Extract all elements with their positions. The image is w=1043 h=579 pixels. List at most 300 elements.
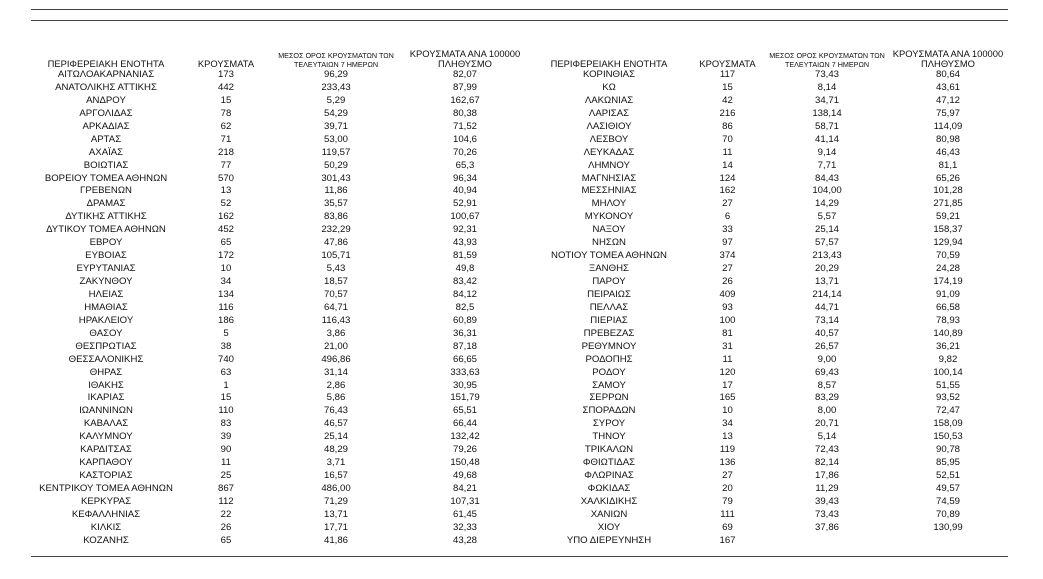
cell-cases: 134 [217, 288, 234, 300]
table-row [31, 470, 529, 483]
cell-per100k: 9,82 [938, 353, 958, 365]
table-row [529, 380, 1008, 393]
table-row [31, 367, 529, 380]
table-row [31, 289, 529, 302]
cell-cases: 86 [722, 120, 733, 132]
cell-cases: 17 [722, 379, 733, 391]
cell-region: ΠΕΙΡΑΙΩΣ [587, 288, 631, 300]
cell-avg7: 3,71 [326, 457, 346, 469]
cell-avg7: 20,71 [814, 418, 839, 430]
cell-per100k: 82,07 [452, 69, 477, 81]
cell-avg7: 13,71 [814, 276, 839, 288]
cell-cases: 34 [220, 276, 232, 288]
cell-cases: 26 [220, 521, 232, 533]
cell-cases: 22 [220, 508, 232, 520]
cell-region: ΠΕΛΛΑΣ [589, 301, 629, 313]
cell-region: ΝΑΞΟΥ [592, 224, 626, 236]
cell-avg7: 104,00 [812, 185, 842, 197]
cell-cases: 27 [722, 198, 733, 210]
cell-region: ΦΘΙΩΤΙΔΑΣ [582, 457, 636, 469]
table-row [31, 444, 529, 457]
cell-region: ΘΕΣΣΑΛΟΝΙΚΗΣ [68, 353, 144, 365]
cell-avg7: 301,43 [321, 172, 351, 184]
cell-region: ΝΗΣΩΝ [592, 237, 626, 249]
table-row [529, 69, 1008, 82]
cell-region: ΛΕΥΚΑΔΑΣ [583, 146, 635, 158]
cell-avg7 [766, 535, 888, 548]
cell-cases: 81 [722, 327, 733, 339]
cell-region: ΣΑΜΟΥ [592, 379, 626, 391]
cell-per100k: 82,5 [455, 301, 475, 313]
table-row [31, 147, 529, 160]
header-region: ΠΕΡΙΦΕΡΕΙΑΚΗ ΕΝΟΤΗΤΑ [550, 58, 668, 69]
header-region: ΠΕΡΙΦΕΡΕΙΑΚΗ ΕΝΟΤΗΤΑ [47, 58, 165, 69]
table-row [529, 470, 1008, 483]
cell-cases: 38 [220, 340, 232, 352]
cell-cases: 374 [719, 250, 736, 262]
cell-region: ΚΑΣΤΟΡΙΑΣ [79, 470, 133, 482]
cell-region: ΗΜΑΘΙΑΣ [84, 301, 128, 313]
cell-per100k: 174,19 [933, 276, 963, 288]
cell-region: ΞΑΝΘΗΣ [589, 263, 629, 275]
cell-cases: 10 [722, 405, 733, 417]
cell-per100k: 75,97 [935, 107, 960, 119]
left-header-row [31, 42, 529, 69]
cell-per100k: 96,34 [452, 172, 477, 184]
table-row [31, 185, 529, 198]
cell-avg7: 31,14 [323, 366, 348, 378]
cell-region: ΑΝΔΡΟΥ [86, 94, 126, 106]
cell-per100k: 43,93 [452, 237, 477, 249]
table-row [529, 147, 1008, 160]
cell-avg7: 11,86 [324, 185, 348, 197]
cell-avg7: 72,43 [814, 444, 839, 456]
cell-cases: 63 [220, 366, 232, 378]
cell-region: ΚΩ [602, 81, 616, 93]
table-row [31, 121, 529, 134]
table-row [31, 276, 529, 289]
cell-region: ΑΡΤΑΣ [90, 133, 122, 145]
cell-per100k: 65,26 [935, 172, 960, 184]
cell-per100k: 74,59 [935, 495, 960, 507]
cell-avg7: 40,57 [814, 327, 839, 339]
cell-cases: 111 [720, 508, 735, 520]
cell-per100k: 87,99 [452, 81, 477, 93]
cell-avg7: 48,29 [323, 444, 348, 456]
cell-cases: 112 [218, 495, 234, 507]
table-row [529, 496, 1008, 509]
cell-avg7: 25,14 [814, 224, 839, 236]
right-header-row [529, 42, 1008, 69]
table-row [529, 160, 1008, 173]
cell-region: ΚΑΡΠΑΘΟΥ [79, 457, 133, 469]
cell-region: ΘΗΡΑΣ [89, 366, 123, 378]
cell-avg7: 70,57 [323, 288, 348, 300]
cell-per100k [888, 535, 1008, 548]
table-row [31, 237, 529, 250]
cell-per100k: 52,51 [935, 470, 960, 482]
cell-avg7: 50,29 [323, 159, 348, 171]
cell-per100k: 150,48 [450, 457, 480, 469]
cell-avg7: 8,00 [817, 405, 837, 417]
header-cases: ΚΡΟΥΣΜΑΤΑ [197, 58, 255, 69]
cell-region: ΜΗΛΟΥ [591, 198, 627, 210]
cell-per100k: 100,14 [933, 366, 963, 378]
cell-per100k: 36,21 [935, 340, 960, 352]
cell-avg7: 5,57 [817, 211, 837, 223]
cell-region: ΛΗΜΝΟΥ [588, 159, 630, 171]
top-rule-second [31, 20, 1008, 21]
cell-avg7: 41,86 [323, 534, 348, 546]
cell-cases: 136 [719, 457, 736, 469]
table-row [529, 522, 1008, 535]
cell-avg7: 5,43 [326, 263, 346, 275]
table-row [529, 250, 1008, 263]
cell-cases: 15 [220, 392, 232, 404]
table-row [31, 457, 529, 470]
cell-per100k: 130,99 [933, 521, 963, 533]
cell-avg7: 105,71 [321, 250, 351, 262]
cell-cases: 70 [722, 133, 733, 145]
cell-per100k: 49,68 [452, 470, 477, 482]
table-row [529, 444, 1008, 457]
cell-avg7: 11,29 [815, 483, 839, 495]
table-row [31, 224, 529, 237]
cell-avg7: 14,29 [814, 198, 839, 210]
cell-region: ΡΕΘΥΜΝΟΥ [581, 340, 637, 352]
table-row [529, 263, 1008, 276]
cell-per100k: 51,55 [935, 379, 960, 391]
cell-region: ΜΥΚΟΝΟΥ [584, 211, 634, 223]
cell-per100k: 47,12 [935, 94, 960, 106]
cell-cases: 172 [217, 250, 234, 262]
cell-per100k: 30,95 [452, 379, 477, 391]
cell-avg7: 2,86 [326, 379, 346, 391]
cell-avg7: 7,71 [817, 159, 837, 171]
cell-per100k: 65,3 [455, 159, 475, 171]
cell-per100k: 78,93 [935, 314, 960, 326]
header-avg7: ΜΕΣΟΣ ΟΡΟΣ ΚΡΟΥΣΜΑΤΩΝ ΤΩΝ ΤΕΛΕΥΤΑΙΩΝ 7 ΗΜΕΡΩΝ [278, 51, 394, 69]
cell-avg7: 21,00 [323, 340, 348, 352]
cell-cases: 570 [217, 172, 234, 184]
cell-per100k: 70,26 [452, 146, 477, 158]
cell-cases: 116 [218, 301, 234, 313]
cell-cases: 27 [722, 470, 733, 482]
cell-avg7: 44,71 [814, 301, 839, 313]
cell-avg7: 96,29 [323, 69, 348, 81]
table-row [529, 82, 1008, 95]
cell-cases: 110 [218, 405, 234, 417]
cell-region: ΙΘΑΚΗΣ [88, 379, 124, 391]
cell-avg7: 71,29 [323, 495, 348, 507]
cell-per100k: 162,67 [450, 94, 480, 106]
cell-per100k: 151,79 [450, 392, 480, 404]
cell-per100k: 104,6 [452, 133, 477, 145]
cell-avg7: 39,43 [814, 495, 839, 507]
cell-cases: 186 [217, 314, 234, 326]
cell-cases: 27 [722, 263, 733, 275]
cell-per100k: 43,61 [935, 81, 960, 93]
header-cases: ΚΡΟΥΣΜΑΤΑ [699, 58, 756, 69]
cell-region: ΤΗΝΟΥ [592, 431, 626, 443]
cell-avg7: 84,43 [814, 172, 839, 184]
cell-cases: 93 [722, 301, 733, 313]
table-row [31, 535, 529, 548]
cell-cases: 34 [722, 418, 733, 430]
cell-region: ΠΡΕΒΕΖΑΣ [583, 327, 635, 339]
table-row [31, 82, 529, 95]
table-row [31, 522, 529, 535]
cell-region: ΕΥΒΟΙΑΣ [85, 250, 127, 262]
cell-region: ΦΩΚΙΔΑΣ [587, 483, 631, 495]
table-row [31, 315, 529, 328]
cell-per100k: 46,43 [935, 146, 960, 158]
cell-cases: 14 [722, 159, 733, 171]
cell-region: ΚΕΡΚΥΡΑΣ [80, 495, 131, 507]
table-row [529, 457, 1008, 470]
cell-cases: 11 [221, 457, 231, 469]
cell-region: ΑΝΑΤΟΛΙΚΗΣ ΑΤΤΙΚΗΣ [55, 81, 157, 93]
table-row [31, 328, 529, 341]
cell-cases: 42 [722, 94, 733, 106]
cell-avg7: 9,14 [817, 146, 837, 158]
table-row [31, 483, 529, 496]
table-row [529, 185, 1008, 198]
cell-region: ΚΑΛΥΜΝΟΥ [79, 431, 133, 443]
cell-avg7: 8,57 [817, 379, 837, 391]
cell-cases: 79 [722, 495, 733, 507]
cell-cases: 71 [220, 133, 232, 145]
cell-per100k: 158,09 [933, 418, 963, 430]
cell-per100k: 32,33 [452, 521, 477, 533]
cell-avg7: 232,29 [321, 224, 351, 236]
cell-region: ΣΕΡΡΩΝ [589, 392, 629, 404]
table-row [31, 405, 529, 418]
cell-avg7: 35,57 [323, 198, 348, 210]
cell-per100k: 70,59 [935, 250, 960, 262]
cell-avg7: 69,43 [814, 366, 839, 378]
cell-per100k: 66,65 [452, 353, 477, 365]
cell-avg7: 34,71 [814, 94, 839, 106]
table-row [31, 302, 529, 315]
cell-cases: 120 [719, 366, 736, 378]
table-row [529, 198, 1008, 211]
cell-avg7: 16,57 [323, 470, 348, 482]
table-row [529, 535, 1008, 548]
cell-avg7: 82,14 [814, 457, 839, 469]
cell-per100k: 79,26 [452, 444, 477, 456]
cell-cases: 867 [217, 483, 234, 495]
table-row [529, 211, 1008, 224]
cell-cases: 78 [220, 107, 232, 119]
cell-cases: 69 [722, 521, 733, 533]
cell-cases: 90 [220, 444, 232, 456]
cell-cases: 26 [722, 276, 733, 288]
cell-per100k: 92,31 [452, 224, 477, 236]
table-row [529, 237, 1008, 250]
cell-cases: 216 [719, 107, 736, 119]
cell-region: ΑΧΑΪΑΣ [88, 146, 124, 158]
cell-cases: 173 [217, 69, 234, 81]
cell-per100k: 91,09 [935, 288, 960, 300]
cell-avg7: 138,14 [812, 107, 842, 119]
cell-region: ΒΟΡΕΙΟΥ ΤΟΜΕΑ ΑΘΗΝΩΝ [44, 172, 168, 184]
cell-per100k: 59,21 [935, 211, 960, 223]
cell-per100k: 81,1 [938, 159, 958, 171]
cell-per100k: 87,18 [452, 340, 477, 352]
cell-region: ΛΑΣΙΘΙΟΥ [586, 120, 632, 132]
cell-per100k: 101,28 [933, 185, 963, 197]
cell-cases: 20 [722, 483, 733, 495]
table-row [529, 509, 1008, 522]
cell-avg7: 54,29 [323, 107, 348, 119]
cell-per100k: 83,42 [452, 276, 477, 288]
table-row [31, 211, 529, 224]
cell-per100k: 84,12 [452, 288, 477, 300]
cell-avg7: 26,57 [814, 340, 839, 352]
cell-cases: 6 [724, 211, 731, 223]
cell-per100k: 158,37 [933, 224, 963, 236]
cell-avg7: 73,43 [814, 69, 839, 81]
cell-region: ΚΑΡΔΙΤΣΑΣ [80, 444, 132, 456]
cell-avg7: 20,29 [814, 263, 839, 275]
cell-region: ΥΠΟ ΔΙΕΡΕΥΝΗΣΗ [566, 534, 652, 546]
cell-cases: 25 [220, 470, 232, 482]
cell-region: ΡΟΔΟΠΗΣ [585, 353, 633, 365]
cell-avg7: 58,71 [814, 120, 839, 132]
cell-cases: 165 [719, 392, 736, 404]
cell-cases: 218 [217, 146, 234, 158]
cell-avg7: 46,57 [323, 418, 348, 430]
cell-region: ΔΡΑΜΑΣ [86, 198, 126, 210]
cell-cases: 11 [722, 146, 733, 158]
cell-region: ΑΡΚΑΔΙΑΣ [82, 120, 130, 132]
header-per100k: ΚΡΟΥΣΜΑΤΑ ΑΝΑ 100000 ΠΛΗΘΥΣΜΟ [892, 48, 1004, 69]
cell-region: ΑΡΓΟΛΙΔΑΣ [79, 107, 133, 119]
table-row [529, 276, 1008, 289]
cell-per100k: 114,09 [933, 120, 963, 132]
cell-cases: 1 [223, 379, 229, 391]
cell-region: ΧΙΟΥ [597, 521, 621, 533]
cell-cases: 119 [719, 444, 736, 456]
cell-avg7: 39,71 [323, 120, 348, 132]
cell-region: ΛΑΡΙΣΑΣ [588, 107, 630, 119]
cell-region: ΛΑΚΩΝΙΑΣ [584, 94, 634, 106]
cell-avg7: 213,43 [812, 250, 842, 262]
cell-cases: 39 [220, 431, 232, 443]
cell-per100k: 132,42 [450, 431, 480, 443]
table-row [31, 134, 529, 147]
cell-per100k: 49,8 [455, 263, 475, 275]
table-row [529, 405, 1008, 418]
cell-per100k: 129,94 [933, 237, 963, 249]
cell-per100k: 40,94 [452, 185, 477, 197]
table-row [529, 302, 1008, 315]
cell-per100k: 66,44 [452, 418, 477, 430]
table-row [31, 431, 529, 444]
cases-tables [31, 42, 1008, 548]
table-row [31, 418, 529, 431]
table-row [529, 289, 1008, 302]
table-row [529, 224, 1008, 237]
cell-region: ΖΑΚΥΝΘΟΥ [79, 276, 133, 288]
cell-region: ΚΟΡΙΝΘΙΑΣ [582, 69, 636, 81]
cell-cases: 33 [722, 224, 733, 236]
cell-region: ΠΙΕΡΙΑΣ [590, 314, 628, 326]
cell-cases: 31 [722, 340, 733, 352]
cell-avg7: 64,71 [323, 301, 348, 313]
cell-per100k: 66,58 [935, 301, 960, 313]
cell-region: ΘΑΣΟΥ [89, 327, 123, 339]
cell-avg7: 83,29 [814, 392, 839, 404]
cell-avg7: 119,57 [321, 146, 351, 158]
cell-cases: 117 [719, 69, 736, 81]
cell-avg7: 25,14 [323, 431, 348, 443]
table-row [529, 341, 1008, 354]
top-rule [31, 9, 1008, 10]
cell-cases: 15 [220, 94, 232, 106]
cell-per100k: 60,89 [452, 314, 477, 326]
cell-cases: 409 [719, 288, 736, 300]
cell-per100k: 80,64 [935, 69, 960, 81]
table-row [529, 418, 1008, 431]
cell-per100k: 71,52 [452, 120, 477, 132]
left-table-body [31, 69, 529, 548]
cell-avg7: 8,14 [817, 81, 837, 93]
cell-cases: 100 [719, 314, 736, 326]
cell-region: ΠΑΡΟΥ [592, 276, 626, 288]
cell-avg7: 73,14 [814, 314, 839, 326]
cell-avg7: 5,14 [817, 431, 837, 443]
table-row [31, 108, 529, 121]
table-row [31, 69, 529, 82]
cell-region: ΔΥΤΙΚΟΥ ΤΟΜΕΑ ΑΘΗΝΩΝ [46, 224, 166, 236]
cell-region: ΚΑΒΑΛΑΣ [83, 418, 129, 430]
table-row [31, 341, 529, 354]
cell-avg7: 233,43 [321, 81, 351, 93]
table-row [529, 315, 1008, 328]
cell-per100k: 52,91 [452, 198, 477, 210]
table-row [529, 328, 1008, 341]
cell-cases: 162 [719, 185, 736, 197]
cell-per100k: 65,51 [452, 405, 477, 417]
cell-per100k: 84,21 [452, 483, 477, 495]
cell-avg7: 486,00 [321, 483, 351, 495]
cell-cases: 5 [223, 327, 229, 339]
cell-cases: 13 [722, 431, 733, 443]
cell-region: ΤΡΙΚΑΛΩΝ [584, 444, 634, 456]
cell-cases: 62 [220, 120, 232, 132]
cell-avg7: 5,29 [326, 94, 346, 106]
cell-region: ΚΕΝΤΡΙΚΟΥ ΤΟΜΕΑ ΑΘΗΝΩΝ [39, 483, 173, 495]
table-row [31, 354, 529, 367]
cell-region: ΜΑΓΝΗΣΙΑΣ [581, 172, 637, 184]
cell-region: ΣΠΟΡΑΔΩΝ [582, 405, 636, 417]
table-row [529, 121, 1008, 134]
cell-cases: 65 [220, 534, 232, 546]
header-per100k: ΚΡΟΥΣΜΑΤΑ ΑΝΑ 100000 ΠΛΗΘΥΣΜΟ [409, 48, 521, 69]
table-row [31, 380, 529, 393]
table-row [529, 392, 1008, 405]
cell-per100k: 81,59 [452, 250, 477, 262]
cell-cases: 97 [722, 237, 733, 249]
cell-per100k: 80,98 [935, 133, 960, 145]
table-row [529, 354, 1008, 367]
right-table [529, 42, 1008, 548]
cell-cases: 442 [217, 81, 234, 93]
cell-cases: 13 [220, 185, 232, 197]
cell-cases: 77 [220, 159, 232, 171]
